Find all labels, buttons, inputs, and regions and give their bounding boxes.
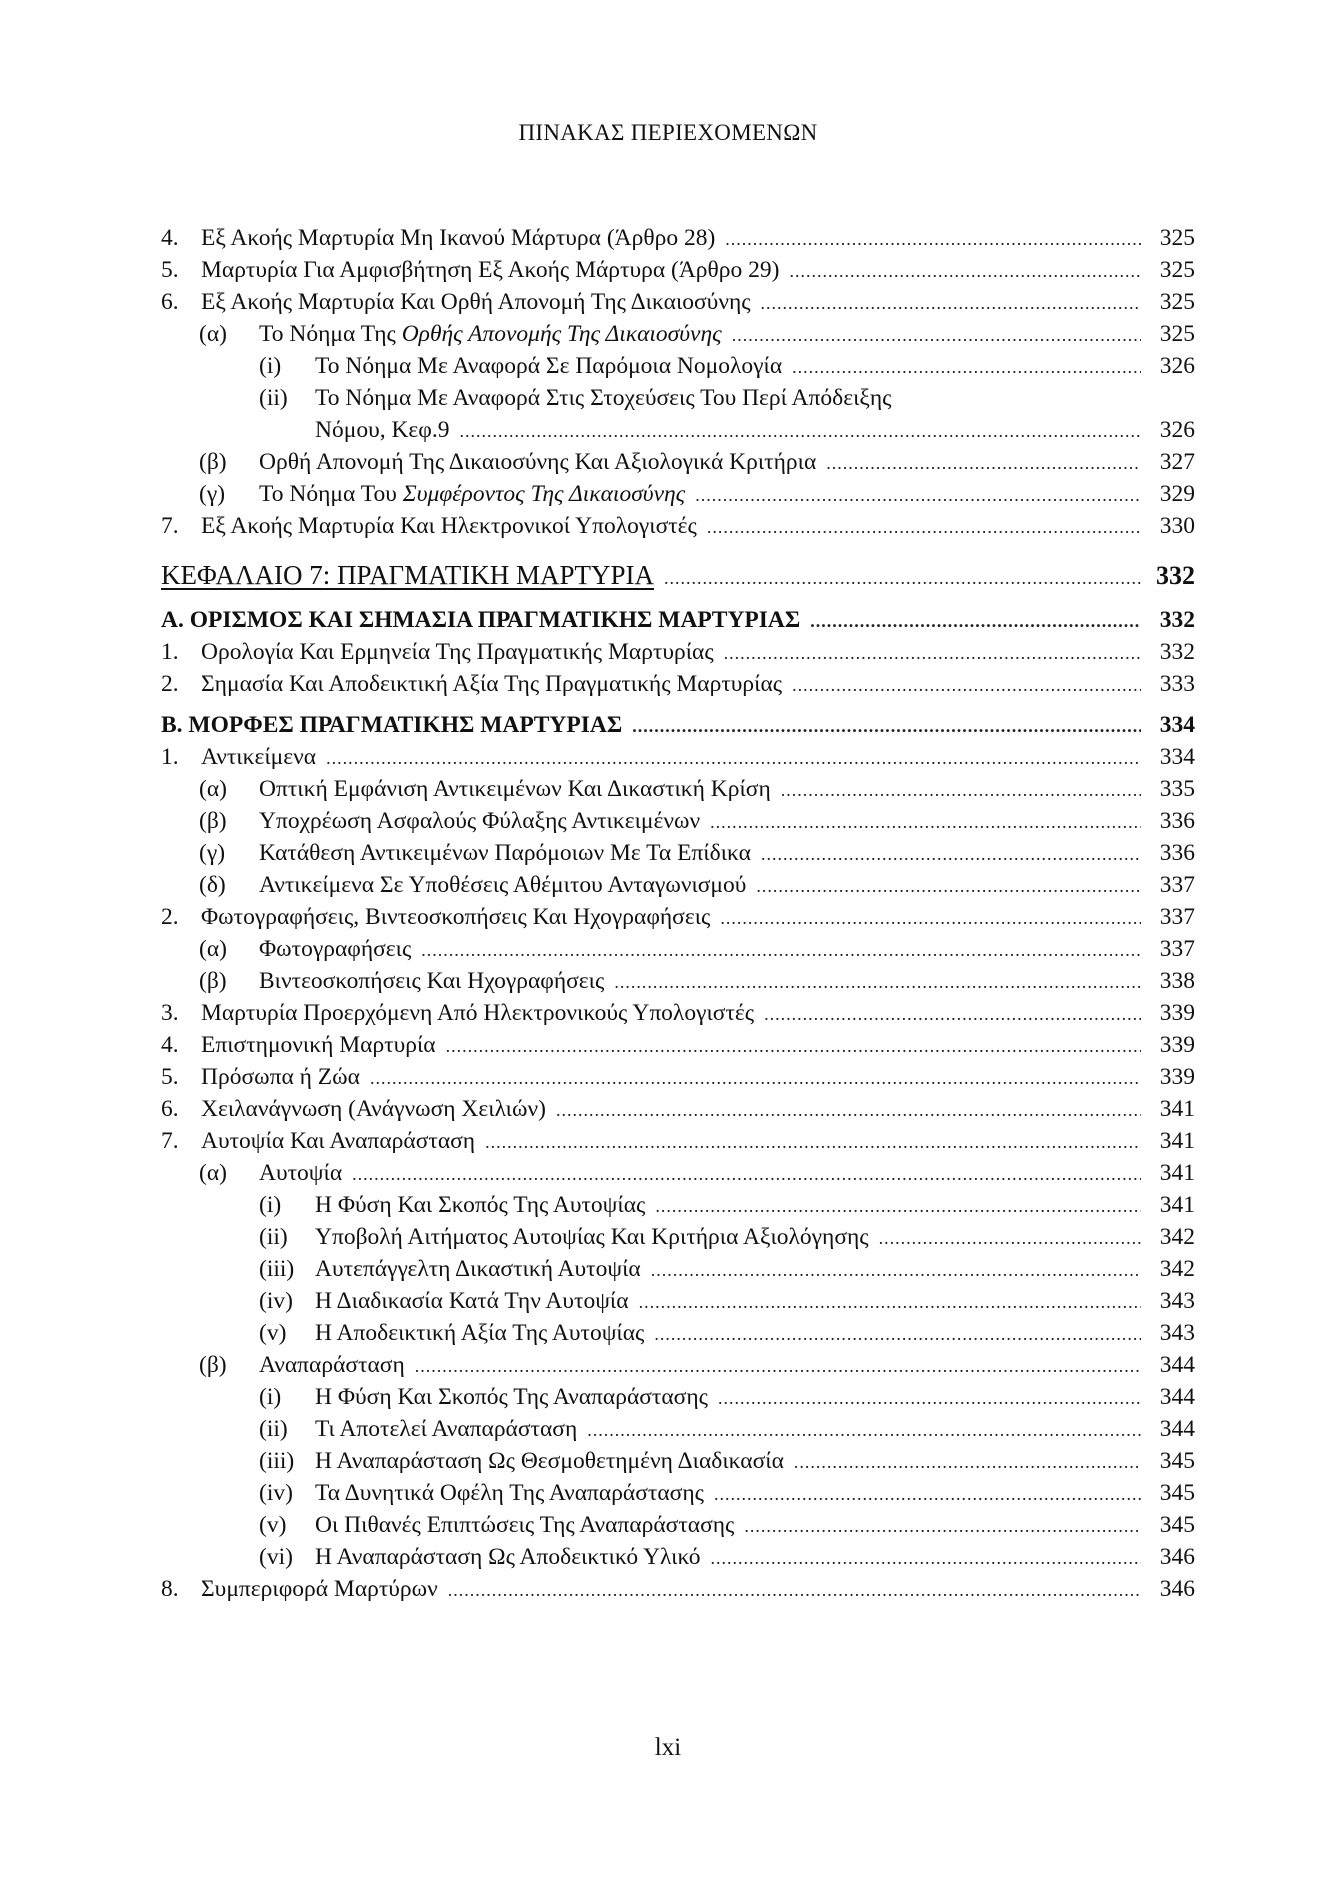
toc-entry-page: 329 [1159,481,1195,507]
toc-entry-number: (iv) [259,1480,293,1506]
toc-entry-title-continuation: Νόμου, Κεφ.9 [315,417,450,443]
toc-entry-page: 344 [1159,1416,1195,1442]
toc-entry [161,1189,1195,1221]
dot-leader [826,447,1141,479]
toc-entry-page: 346 [1159,1544,1195,1570]
toc-entry-page: 325 [1159,225,1195,251]
toc-entry [161,933,1195,965]
toc-entry-number: 5. [161,257,179,283]
dot-leader [485,1126,1141,1158]
page-number: lxi [654,1734,682,1761]
toc-entry [161,773,1195,805]
toc-entry [161,1157,1195,1189]
toc-entry-title: Οπτική Εμφάνιση Αντικειμένων Και Δικαστική Κρίση [259,776,771,802]
toc-entry-title: Χειλανάγνωση (Ανάγνωση Χειλιών) [201,1096,546,1122]
dot-leader [764,998,1141,1030]
dot-leader [789,255,1141,287]
toc-entry-title: Οι Πιθανές Επιπτώσεις Της Αναπαράστασης [315,1512,735,1538]
toc-entry-title: Το Νόημα Με Αναφορά Στις Στοχεύσεις Του Περί Απόδειξης [315,385,892,411]
dot-leader [810,605,1141,637]
toc-entry-number: 7. [161,513,179,539]
toc-entry-number: (ii) [259,1224,288,1250]
toc-entry-page: 337 [1159,872,1195,898]
toc-entry-title: Αυτοψία [259,1160,343,1186]
toc-entry-number: (α) [199,321,227,347]
toc-entry-page: 341 [1159,1192,1195,1218]
toc-entry [161,1125,1195,1157]
toc-entry [161,668,1195,700]
toc-entry-number: (γ) [199,840,226,866]
toc-entry-title: Αυτεπάγγελτη Δικαστική Αυτοψία [315,1256,641,1282]
dot-leader [651,1254,1141,1286]
toc-entry [161,382,1195,414]
dot-leader [781,774,1141,806]
toc-entry-number: 7. [161,1128,179,1154]
dot-leader [710,806,1141,838]
toc-entry-title: Υποχρέωση Ασφαλούς Φύλαξης Αντικειμένων [259,808,701,834]
toc-entry-page: 325 [1159,257,1195,283]
toc-entry-title: Αυτοψία Και Αναπαράσταση [201,1128,476,1154]
toc-entry [161,869,1195,901]
toc-entry-number: (vi) [259,1544,293,1570]
toc-entry [161,1029,1195,1061]
toc-entry [161,478,1195,510]
toc-entry-title: Ορθή Απονομή Της Δικαιοσύνης Και Αξιολογικά Κριτήρια [259,449,817,475]
toc-entry-page: 343 [1159,1288,1195,1314]
dot-leader [718,1382,1141,1414]
toc-entry [161,1285,1195,1317]
section-page: 334 [1159,712,1195,738]
toc-entry-title: Υποβολή Αιτήματος Αυτοψίας Και Κριτήρια Αξιολόγησης [315,1224,869,1250]
toc-entry-number: (α) [199,936,227,962]
toc-entry-page: 339 [1159,1032,1195,1058]
toc-entry-page: 326 [1159,417,1195,443]
toc-entry-title: Μαρτυρία Προερχόμενη Από Ηλεκτρονικούς Υπολογιστές [201,1000,755,1026]
toc-entry [161,318,1195,350]
toc-entry-page: 343 [1159,1320,1195,1346]
toc-entry-page: 341 [1159,1160,1195,1186]
toc-entry-page: 337 [1159,936,1195,962]
toc-entry-page: 326 [1159,353,1195,379]
toc-entry [161,1381,1195,1413]
toc-entry-title: Μαρτυρία Για Αμφισβήτηση Εξ Ακοής Μάρτυρα (Άρθρο 29) [201,257,780,283]
toc-entry-title: Βιντεοσκοπήσεις Και Ηχογραφήσεις [259,968,605,994]
dot-leader [459,415,1141,447]
dot-leader [732,319,1141,351]
toc-entry-number: (i) [259,353,282,379]
dot-leader [614,966,1141,998]
toc-entry-number: (i) [259,1192,282,1218]
toc-entry-number: (β) [199,449,227,475]
toc-entry-title: Εξ Ακοής Μαρτυρία Και Ορθή Απονομή Της Δικαιοσύνης [201,289,751,315]
toc-entry-title: Σημασία Και Αποδεικτική Αξία Της Πραγματικής Μαρτυρίας [201,671,783,697]
toc-entry-title: Το Νόημα Με Αναφορά Σε Παρόμοια Νομολογία [315,353,783,379]
toc-entry-page: 330 [1159,513,1195,539]
section-title: Α. ΟΡΙΣΜΟΣ ΚΑΙ ΣΗΜΑΣΙΑ ΠΡΑΓΜΑΤΙΚΗΣ ΜΑΡΤΥΡΙΑΣ [161,607,801,633]
toc-entry-number: (β) [199,1352,227,1378]
dot-leader [744,1510,1141,1542]
toc-entry-number: 2. [161,904,179,930]
toc-entry-title: Η Αναπαράσταση Ως Θεσμοθετημένη Διαδικασία [315,1448,784,1474]
dot-leader [695,479,1141,511]
dot-leader [352,1158,1141,1190]
toc-entry-number: (iv) [259,1288,293,1314]
section-page: 332 [1159,607,1195,633]
section-heading [161,709,1195,741]
toc-entry-page: 325 [1159,289,1195,315]
toc-entry-page: 344 [1159,1352,1195,1378]
dot-leader [724,637,1141,669]
section-title: Β. ΜΟΡΦΕΣ ΠΡΑΓΜΑΤΙΚΗΣ ΜΑΡΤΥΡΙΑΣ [161,712,623,738]
toc-entry [161,965,1195,997]
toc-entry-number: 8. [161,1576,179,1602]
toc-entry-number: 4. [161,1032,179,1058]
toc-entry-continuation [161,414,1195,446]
dot-leader [370,1062,1141,1094]
toc-entry-number: (β) [199,808,227,834]
dot-leader [326,742,1141,774]
toc-entry-title-plain: Το Νόημα Της [259,321,402,347]
toc-entry [161,350,1195,382]
toc-entry-title: Εξ Ακοής Μαρτυρία Και Ηλεκτρονικοί Υπολογιστές [201,513,697,539]
toc-entry-number: (ii) [259,1416,288,1442]
toc-entry-page: 335 [1159,776,1195,802]
toc-entry-number: (γ) [199,481,226,507]
toc-entry-title: Η Αναπαράσταση Ως Αποδεικτικό Υλικό [315,1544,701,1570]
toc-entry-title: Τα Δυνητικά Οφέλη Της Αναπαράστασης [315,1480,704,1506]
toc-entry [161,1573,1195,1605]
dot-leader [448,1574,1141,1606]
toc-entry-page: 342 [1159,1256,1195,1282]
toc-entry-page: 336 [1159,840,1195,866]
section-heading [161,604,1195,636]
toc-entry-number: (δ) [199,872,226,898]
toc-entry-title: Πρόσωπα ή Ζώα [201,1064,360,1090]
toc-entry [161,1413,1195,1445]
toc-entry [161,1541,1195,1573]
dot-leader [725,223,1141,255]
toc-entry-title: Η Διαδικασία Κατά Την Αυτοψία [315,1288,629,1314]
dot-leader [879,1222,1141,1254]
dot-leader [761,287,1141,319]
toc-entry [161,636,1195,668]
toc-entry [161,510,1195,542]
toc-entry-title: Φωτογραφήσεις, Βιντεοσκοπήσεις Και Ηχογραφήσεις [201,904,711,930]
toc-entry-page: 337 [1159,904,1195,930]
toc-entry-title: Η Φύση Και Σκοπός Της Αναπαράστασης [315,1384,708,1410]
dot-leader [654,1318,1141,1350]
toc-entry-page: 332 [1159,639,1195,665]
dot-leader [792,669,1141,701]
toc-entry [161,1349,1195,1381]
toc-entry-number: (iii) [259,1256,295,1282]
toc-entry-page: 339 [1159,1064,1195,1090]
chapter-title: ΚΕΦΑΛΑΙΟ 7: ΠΡΑΓΜΑΤΙΚΗ ΜΑΡΤΥΡΙΑ [161,560,654,590]
toc-entry [161,901,1195,933]
dot-leader [756,870,1141,902]
dot-leader [639,1286,1141,1318]
toc-entry-number: (i) [259,1384,282,1410]
toc-entry-title: Τι Αποτελεί Αναπαράσταση [315,1416,578,1442]
dot-leader [794,1446,1141,1478]
toc-entry-number: (v) [259,1320,287,1346]
dot-leader [587,1414,1141,1446]
toc-entry-title-italic: Ορθής Απονομής Της Δικαιοσύνης [401,321,722,347]
toc-entry-title: Συμπεριφορά Μαρτύρων [201,1576,438,1602]
toc-entry [161,837,1195,869]
dot-leader [664,558,1141,598]
toc-entry [161,1253,1195,1285]
dot-leader [446,1030,1141,1062]
toc-entry [161,1317,1195,1349]
toc-entry-page: 327 [1159,449,1195,475]
dot-leader [556,1094,1141,1126]
toc-entry [161,997,1195,1029]
toc-entry-title: Η Φύση Και Σκοπός Της Αυτοψίας [315,1192,646,1218]
toc-entry-number: (iii) [259,1448,295,1474]
toc-entry-page: 338 [1159,968,1195,994]
toc-entry-page: 334 [1159,744,1195,770]
toc-entry-title [259,318,722,350]
toc-entry-page: 344 [1159,1384,1195,1410]
toc-entry [161,1061,1195,1093]
dot-leader [632,710,1141,742]
toc-entry-title: Αντικείμενα [201,744,317,770]
dot-leader [714,1478,1141,1510]
table-of-contents [161,222,1195,1605]
toc-entry-page: 325 [1159,321,1195,347]
dot-leader [707,511,1141,543]
dot-leader [415,1350,1141,1382]
toc-entry [161,446,1195,478]
toc-entry-title: Εξ Ακοής Μαρτυρία Μη Ικανού Μάρτυρα (Άρθρο 28) [201,225,716,251]
toc-entry-page: 345 [1159,1480,1195,1506]
toc-entry-number: 1. [161,639,179,665]
toc-entry-number: 1. [161,744,179,770]
toc-entry-number: (α) [199,1160,227,1186]
toc-entry-page: 342 [1159,1224,1195,1250]
toc-entry-number: 5. [161,1064,179,1090]
toc-entry-number: (β) [199,968,227,994]
toc-entry-title: Επιστημονική Μαρτυρία [201,1032,436,1058]
toc-entry-title: Φωτογραφήσεις [259,936,412,962]
toc-entry [161,1477,1195,1509]
toc-entry-number: (v) [259,1512,287,1538]
toc-entry [161,741,1195,773]
toc-entry-title-plain: Το Νόημα Του [259,481,403,507]
dot-leader [792,351,1141,383]
toc-entry-title: Κατάθεση Αντικειμένων Παρόμοιων Με Τα Επίδικα [259,840,751,866]
chapter-heading [161,555,1195,595]
toc-entry-page: 345 [1159,1448,1195,1474]
toc-entry-page: 345 [1159,1512,1195,1538]
dot-leader [761,838,1141,870]
toc-entry-number: 2. [161,671,179,697]
toc-entry-number: (α) [199,776,227,802]
toc-entry-title: Η Αποδεικτική Αξία Της Αυτοψίας [315,1320,645,1346]
toc-entry-page: 341 [1159,1128,1195,1154]
toc-entry-title: Αναπαράσταση [259,1352,405,1378]
toc-entry-page: 341 [1159,1096,1195,1122]
toc-entry-title [259,478,685,510]
toc-entry-number: 6. [161,1096,179,1122]
toc-entry-title: Αντικείμενα Σε Υποθέσεις Αθέμιτου Ανταγωνισμού [259,872,747,898]
dot-leader [421,934,1141,966]
chapter-page: 332 [1156,561,1195,590]
dot-leader [720,902,1141,934]
page-header: ΠΙΝΑΚΑΣ ΠΕΡΙΕΧΟΜΕΝΩΝ [518,120,818,145]
toc-entry-page: 336 [1159,808,1195,834]
toc-entry [161,222,1195,254]
toc-entry [161,1093,1195,1125]
toc-entry-page: 339 [1159,1000,1195,1026]
toc-entry-number: 4. [161,225,179,251]
toc-entry [161,1445,1195,1477]
toc-entry-title-italic: Συμφέροντος Της Δικαιοσύνης [402,481,686,507]
toc-entry [161,1221,1195,1253]
toc-entry-title: Ορολογία Και Ερμηνεία Της Πραγματικής Μαρτυρίας [201,639,714,665]
toc-entry [161,254,1195,286]
toc-entry-page: 346 [1159,1576,1195,1602]
toc-entry [161,286,1195,318]
toc-entry [161,1509,1195,1541]
toc-entry-page: 333 [1159,671,1195,697]
toc-entry [161,805,1195,837]
toc-entry-number: 3. [161,1000,179,1026]
dot-leader [711,1542,1141,1574]
dot-leader [655,1190,1141,1222]
toc-entry-number: 6. [161,289,179,315]
toc-entry-number: (ii) [259,385,288,411]
